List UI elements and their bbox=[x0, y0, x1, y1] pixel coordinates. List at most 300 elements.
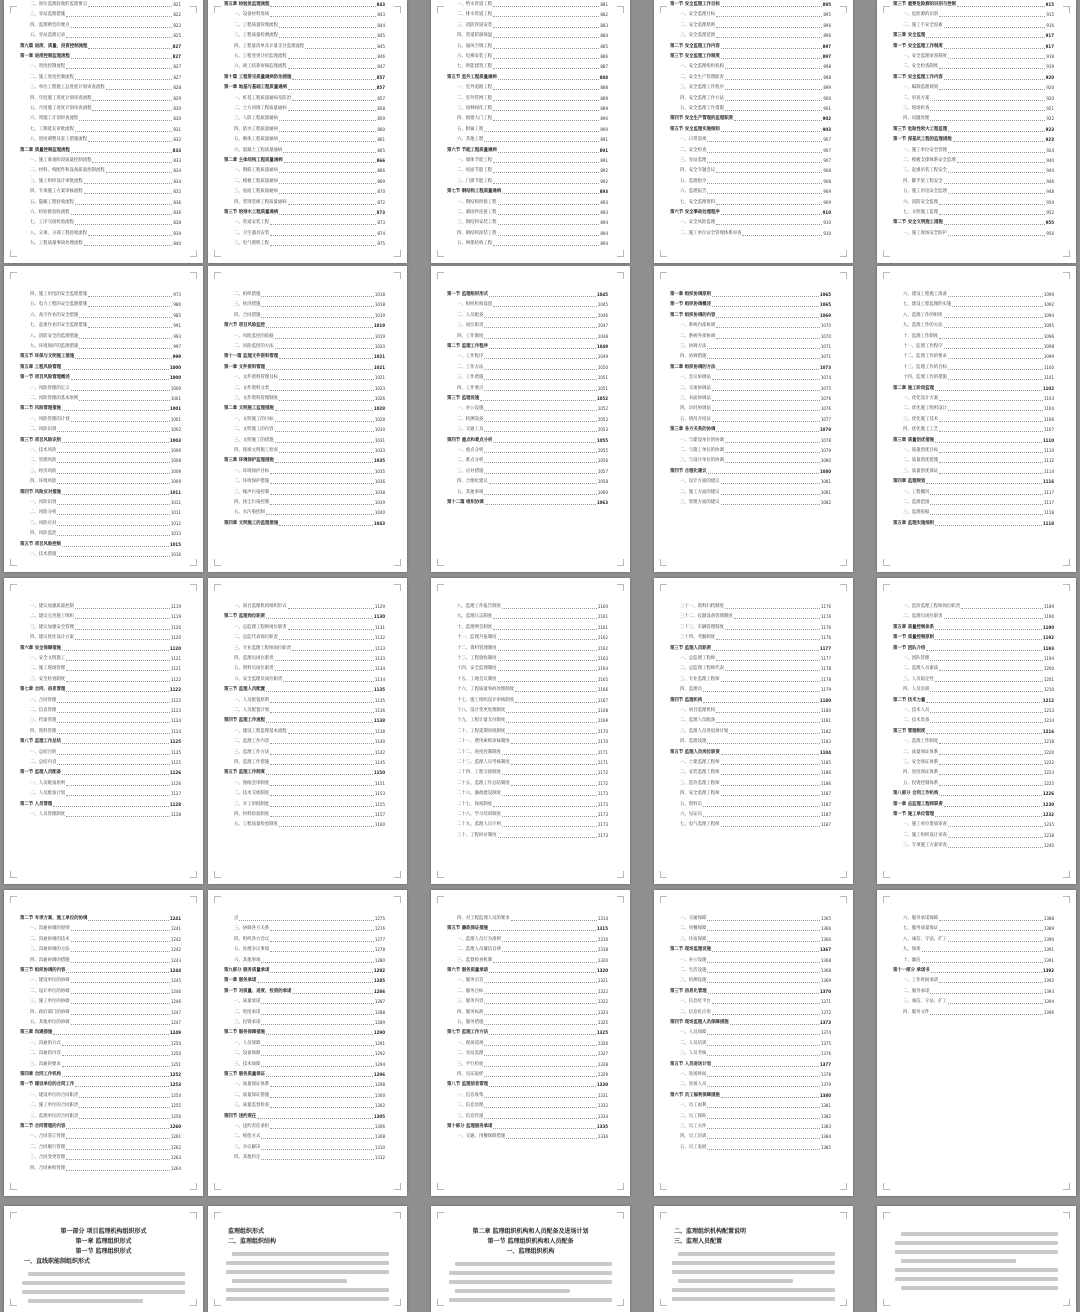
toc-entry-title: 第五节 环保与文明施工措施 bbox=[20, 354, 75, 360]
toc-dot-leader bbox=[270, 1086, 374, 1087]
toc-page-number: 997 bbox=[173, 344, 181, 349]
toc-entry-title: 三、文件资料管理制度 bbox=[234, 396, 278, 401]
toc-dot-leader bbox=[66, 670, 170, 671]
toc-page-number: 1021 bbox=[373, 354, 385, 360]
toc-entry-title: 六、竣工结算审核监理流程 bbox=[234, 64, 287, 70]
toc-page-number: 1288 bbox=[374, 1009, 385, 1015]
toc-page-thumbnail[interactable] bbox=[877, 890, 1076, 1196]
toc-dot-leader bbox=[721, 754, 819, 755]
toc-entry bbox=[234, 1062, 385, 1068]
toc-page-number: 921 bbox=[1046, 106, 1054, 111]
toc-page-number: 999 bbox=[172, 354, 181, 360]
toc-page-thumbnail[interactable] bbox=[877, 0, 1076, 263]
toc-page-number: 1122 bbox=[170, 676, 181, 682]
toc-entry bbox=[903, 158, 1054, 164]
toc-entry-title: 第一节 建设单位的合同工作 bbox=[20, 1082, 75, 1088]
page-corner-mark bbox=[840, 559, 847, 566]
toc-page-number: 1184 bbox=[819, 749, 831, 755]
toc-dot-leader bbox=[79, 1118, 170, 1119]
toc-entry bbox=[903, 666, 1054, 672]
toc-dot-leader bbox=[716, 369, 818, 370]
toc-entry bbox=[224, 85, 385, 91]
toc-dot-leader bbox=[484, 993, 596, 994]
toc-page-number: 835 bbox=[173, 189, 181, 195]
toc-dot-leader bbox=[84, 193, 173, 194]
toc-entry-title: 三、屋面工程质量通病 bbox=[234, 189, 278, 195]
body-page-thumbnail[interactable] bbox=[4, 1206, 203, 1312]
toc-entry bbox=[20, 375, 181, 381]
toc-entry-title: 一、安全风险监理 bbox=[680, 220, 716, 226]
toc-dot-leader bbox=[57, 556, 169, 557]
toc-entry bbox=[457, 200, 608, 206]
toc-page-number: 919 bbox=[1046, 64, 1054, 70]
toc-dot-leader bbox=[716, 204, 822, 205]
toc-page-number: 1128 bbox=[170, 812, 181, 817]
toc-entry bbox=[680, 137, 831, 143]
toc-entry bbox=[234, 23, 385, 29]
toc-entry bbox=[670, 989, 831, 995]
toc-entry bbox=[30, 926, 181, 932]
toc-entry bbox=[30, 427, 181, 433]
body-page-thumbnail[interactable] bbox=[654, 1206, 853, 1312]
toc-entry-title: 第三节 服务质量保证 bbox=[224, 1072, 266, 1077]
toc-page-number: 1170 bbox=[597, 728, 608, 734]
page-corner-mark bbox=[10, 559, 17, 566]
toc-dot-leader bbox=[270, 1107, 374, 1108]
toc-entry-title: 一、质量创优目标 bbox=[903, 448, 939, 453]
toc-entry bbox=[893, 75, 1054, 81]
toc-dot-leader bbox=[703, 806, 820, 807]
toc-page-number: 843 bbox=[376, 2, 385, 7]
toc-entry-title: 一、工作程序 bbox=[457, 354, 484, 360]
toc-page-number: 847 bbox=[377, 64, 385, 70]
body-page-thumbnail[interactable] bbox=[431, 1206, 630, 1312]
toc-dot-leader bbox=[261, 1159, 373, 1160]
toc-entry-title: 三、钢结构安装工程 bbox=[457, 220, 497, 226]
toc-dot-leader bbox=[948, 941, 1043, 942]
toc-page-number: 1056 bbox=[597, 458, 608, 464]
toc-entry-title: 一、人员配置原则 bbox=[234, 697, 270, 703]
toc-entry-title: 三、人员稳定性 bbox=[903, 676, 934, 682]
toc-entry-title: 八、监理工作的组织 bbox=[903, 312, 943, 318]
toc-entry bbox=[234, 1124, 385, 1130]
toc-entry-title: 一、总监理工程师 bbox=[680, 656, 716, 661]
toc-page-number: 1053 bbox=[597, 427, 608, 433]
toc-entry bbox=[447, 75, 608, 81]
toc-page-thumbnail[interactable] bbox=[654, 890, 853, 1196]
toc-dot-leader bbox=[712, 1066, 819, 1067]
toc-page-number: 1190 bbox=[1043, 614, 1054, 620]
toc-entry-title: 三、投资承诺 bbox=[234, 1020, 261, 1025]
toc-dot-leader bbox=[484, 1055, 596, 1056]
toc-page-thumbnail[interactable] bbox=[208, 578, 407, 884]
toc-entry-title: 一、技术措施 bbox=[30, 552, 57, 557]
page-corner-mark bbox=[10, 584, 17, 591]
toc-entry-title: 三、与设计单位的协调 bbox=[680, 458, 724, 464]
toc-entry bbox=[20, 739, 181, 745]
toc-entry-title: 三、岗位职责 bbox=[457, 323, 484, 329]
page-corner-mark bbox=[214, 584, 221, 591]
toc-page-thumbnail[interactable] bbox=[4, 266, 203, 572]
toc-page-number: 1186 bbox=[820, 770, 831, 776]
toc-page-number: 1331 bbox=[597, 1092, 608, 1098]
toc-dot-leader bbox=[66, 972, 168, 973]
toc-dot-leader bbox=[707, 743, 819, 744]
toc-entry-title: 七、建设工程监理的实施 bbox=[903, 302, 952, 308]
toc-entry bbox=[893, 137, 1054, 143]
page-corner-mark bbox=[190, 871, 197, 878]
toc-entry-title: 二十、工程延期审批制度 bbox=[457, 728, 506, 734]
toc-entry bbox=[680, 614, 831, 620]
toc-entry-title: 一、建设工程监理基本流程 bbox=[234, 728, 287, 734]
toc-dot-leader bbox=[939, 89, 1045, 90]
toc-entry bbox=[680, 635, 831, 641]
toc-entry bbox=[680, 687, 831, 693]
toc-dot-leader bbox=[62, 410, 169, 411]
toc-page-number: 1201 bbox=[1043, 676, 1054, 682]
toc-entry bbox=[670, 1062, 831, 1068]
toc-entry bbox=[234, 220, 385, 226]
toc-entry bbox=[234, 490, 385, 496]
toc-page-number: 1026 bbox=[374, 396, 385, 401]
toc-page-number: 1173 bbox=[597, 812, 608, 817]
toc-entry-title: 第六节 项目风险监控 bbox=[224, 323, 266, 329]
toc-page-number: 1028 bbox=[373, 406, 385, 412]
toc-page-number: 1118 bbox=[1043, 510, 1054, 516]
toc-dot-leader bbox=[712, 306, 819, 307]
toc-entry-title: 一、桩基工程质量通病及防治 bbox=[234, 95, 292, 101]
toc-dot-leader bbox=[725, 68, 822, 69]
toc-entry-title: 一、人员保障 bbox=[234, 1040, 261, 1046]
toc-entry bbox=[457, 1093, 608, 1099]
toc-entry bbox=[457, 947, 608, 953]
toc-dot-leader bbox=[57, 535, 169, 536]
toc-entry bbox=[20, 542, 181, 548]
toc-entry-title: 二十五、监理工作总结制度 bbox=[457, 780, 510, 786]
toc-page-number: 1121 bbox=[170, 666, 181, 672]
toc-page-number: 1177 bbox=[820, 656, 831, 661]
toc-entry bbox=[457, 54, 608, 60]
toc-entry bbox=[30, 469, 181, 475]
toc-entry-title: 六、混凝土工程质量通病 bbox=[234, 147, 283, 153]
toc-dot-leader bbox=[721, 826, 820, 827]
toc-page-number: 1280 bbox=[374, 957, 385, 963]
toc-entry-title: 十、监理例会制度 bbox=[457, 624, 493, 630]
toc-entry-title: 五、情况介绍法 bbox=[680, 416, 711, 422]
toc-page-number: 1096 bbox=[1043, 333, 1054, 339]
toc-entry bbox=[670, 469, 831, 475]
toc-entry bbox=[30, 64, 181, 70]
toc-page-thumbnail[interactable] bbox=[654, 266, 853, 572]
toc-page-number: 1222 bbox=[1043, 760, 1054, 765]
toc-entry-title: 一、建设单位的合同职责 bbox=[30, 1092, 79, 1098]
body-page-thumbnail[interactable] bbox=[208, 1206, 407, 1312]
toc-page-thumbnail[interactable] bbox=[654, 578, 853, 884]
toc-entry-title: 二、设备保障 bbox=[234, 1051, 261, 1057]
toc-dot-leader bbox=[707, 183, 822, 184]
toc-dot-leader bbox=[721, 6, 822, 7]
body-text-line bbox=[455, 1262, 612, 1266]
toc-dot-leader bbox=[75, 608, 170, 609]
toc-entry-title: 三、监理单位的合同职责 bbox=[30, 1113, 79, 1119]
toc-dot-leader bbox=[944, 317, 1043, 318]
toc-entry bbox=[224, 978, 385, 984]
toc-entry-title: 三、沟通协调的方法 bbox=[30, 947, 70, 953]
toc-page-number: 1256 bbox=[170, 1113, 181, 1119]
page-corner-mark bbox=[437, 272, 444, 279]
toc-entry bbox=[224, 770, 385, 776]
toc-entry bbox=[20, 1030, 181, 1036]
toc-dot-leader bbox=[707, 152, 822, 153]
toc-entry bbox=[447, 1082, 608, 1088]
toc-entry-title: 二、建议完善施工组织 bbox=[30, 614, 74, 620]
toc-entry-title: 三、协调各方关系 bbox=[234, 926, 270, 932]
toc-entry bbox=[234, 916, 385, 922]
toc-page-number: 923 bbox=[1045, 126, 1054, 132]
toc-entry-title: 二、材料、构配件和设备质量控制流程 bbox=[30, 168, 105, 174]
toc-dot-leader bbox=[92, 100, 172, 101]
toc-page-number: 1278 bbox=[374, 947, 385, 953]
toc-dot-leader bbox=[270, 16, 376, 17]
toc-entry bbox=[457, 33, 608, 39]
toc-dot-leader bbox=[270, 504, 374, 505]
toc-page-number: 1076 bbox=[820, 406, 831, 412]
page-corner-mark bbox=[10, 871, 17, 878]
toc-dot-leader bbox=[270, 483, 374, 484]
toc-page-number: 1011 bbox=[170, 510, 181, 516]
body-heading: 监理组织形式 bbox=[228, 1228, 265, 1235]
toc-dot-leader bbox=[930, 660, 1042, 661]
toc-entry-title: 第七章 合同、信息管理 bbox=[20, 687, 66, 693]
toc-entry-title: 二、人员配备计划 bbox=[30, 791, 66, 797]
toc-page-number: 827 bbox=[173, 74, 181, 80]
toc-entry bbox=[903, 64, 1054, 70]
toc-entry bbox=[234, 646, 385, 652]
toc-dot-leader bbox=[930, 100, 1045, 101]
toc-page-number: 1185 bbox=[820, 760, 831, 765]
toc-page-number: 822 bbox=[173, 12, 181, 18]
toc-page-thumbnail[interactable] bbox=[208, 266, 407, 572]
toc-entry bbox=[903, 500, 1054, 506]
toc-dot-leader bbox=[75, 639, 170, 640]
toc-entry-title: 十、廉洁 bbox=[903, 957, 921, 963]
toc-entry bbox=[30, 1145, 181, 1151]
toc-page-number: 893 bbox=[600, 199, 608, 205]
toc-dot-leader bbox=[935, 681, 1043, 682]
toc-entry-title: 十八、设计变更处理制度 bbox=[457, 708, 506, 713]
toc-entry bbox=[457, 604, 608, 610]
toc-entry-title: 二、监理范围 bbox=[903, 500, 930, 505]
toc-page-number: 1069 bbox=[819, 312, 831, 318]
toc-page-number: 1370 bbox=[819, 988, 831, 994]
toc-entry bbox=[457, 750, 608, 756]
toc-dot-leader bbox=[292, 79, 375, 80]
toc-page-thumbnail[interactable] bbox=[4, 578, 203, 884]
toc-page-thumbnail[interactable] bbox=[877, 266, 1076, 572]
toc-dot-leader bbox=[484, 1097, 596, 1098]
toc-entry bbox=[457, 12, 608, 18]
toc-entry-title: 第十篇 工程常见质量通病防治措施 bbox=[224, 74, 292, 80]
toc-entry bbox=[457, 323, 608, 329]
toc-page-number: 829 bbox=[173, 95, 181, 101]
toc-page-number: 836 bbox=[173, 199, 181, 205]
toc-page-number: 1276 bbox=[374, 926, 385, 932]
toc-entry-title: 三、施工单位的协调 bbox=[30, 999, 70, 1005]
toc-page-number: 1187 bbox=[820, 791, 831, 797]
toc-entry bbox=[234, 148, 385, 154]
page-corner-mark bbox=[190, 896, 197, 903]
toc-page-thumbnail[interactable] bbox=[4, 890, 203, 1196]
toc-page-number: 858 bbox=[377, 106, 385, 111]
toc-entry-title: 一、总结目的 bbox=[30, 749, 57, 755]
toc-dot-leader bbox=[62, 442, 169, 443]
toc-entry bbox=[20, 438, 181, 444]
toc-dot-leader bbox=[734, 618, 820, 619]
toc-entry-title: 二、设计单位的协调 bbox=[30, 988, 70, 994]
toc-entry-title: 一、土建监理工程师 bbox=[680, 760, 720, 765]
toc-page-thumbnail[interactable] bbox=[431, 578, 630, 884]
body-page-thumbnail[interactable] bbox=[877, 1206, 1076, 1312]
toc-entry-title: 第一节 项目风险管理概述 bbox=[20, 375, 70, 381]
toc-entry bbox=[457, 158, 608, 164]
toc-entry bbox=[30, 729, 181, 735]
toc-dot-leader bbox=[493, 16, 599, 17]
toc-dot-leader bbox=[498, 79, 599, 80]
toc-entry bbox=[903, 770, 1054, 776]
toc-dot-leader bbox=[71, 1003, 170, 1004]
toc-entry-title: 三、员工关怀 bbox=[680, 1124, 707, 1129]
toc-dot-leader bbox=[716, 37, 822, 38]
toc-entry bbox=[903, 937, 1054, 943]
toc-page-thumbnail[interactable] bbox=[431, 890, 630, 1196]
toc-page-number: 1166 bbox=[597, 687, 608, 693]
toc-entry-title: 一、人员管理制度 bbox=[30, 812, 66, 817]
toc-entry-title: 二、总监理工程师代表 bbox=[680, 666, 724, 672]
toc-page-number: 823 bbox=[173, 22, 181, 28]
page-corner-mark bbox=[190, 1299, 197, 1306]
toc-entry bbox=[234, 729, 385, 735]
page-corner-mark bbox=[190, 584, 197, 591]
toc-page-thumbnail[interactable] bbox=[431, 266, 630, 572]
toc-entry bbox=[30, 614, 181, 620]
toc-page-number: 1106 bbox=[1043, 416, 1054, 422]
toc-page-number: 1391 bbox=[1043, 957, 1054, 963]
toc-entry bbox=[224, 354, 385, 360]
toc-dot-leader bbox=[288, 89, 376, 90]
toc-page-number: 886 bbox=[600, 54, 608, 59]
toc-entry-title: 四、对工程监理人员的要求 bbox=[457, 916, 510, 921]
toc-entry bbox=[457, 490, 608, 496]
toc-entry-title: 十六、工程质量事故处理制度 bbox=[457, 687, 515, 693]
toc-page-number: 1003 bbox=[169, 437, 181, 443]
toc-page-number: 1138 bbox=[374, 728, 385, 734]
toc-page-number: 1078 bbox=[820, 437, 831, 443]
toc-dot-leader bbox=[270, 941, 374, 942]
toc-page-number: 1226 bbox=[1042, 791, 1054, 797]
toc-dot-leader bbox=[716, 431, 818, 432]
toc-dot-leader bbox=[261, 1055, 373, 1056]
body-heading: 三、监理人员配置 bbox=[674, 1238, 723, 1245]
toc-dot-leader bbox=[270, 743, 374, 744]
toc-page-number: 1011 bbox=[169, 489, 181, 495]
toc-dot-leader bbox=[712, 1003, 820, 1004]
toc-page-number: 1238 bbox=[1043, 832, 1054, 838]
toc-page-number: 1070 bbox=[820, 333, 831, 339]
toc-page-number: 1296 bbox=[373, 1072, 385, 1077]
toc-dot-leader bbox=[712, 410, 820, 411]
toc-entry bbox=[457, 656, 608, 662]
toc-entry-title: 三、工程质量检测流程 bbox=[234, 33, 278, 39]
toc-dot-leader bbox=[707, 1086, 819, 1087]
toc-page-number: 1241 bbox=[169, 916, 181, 921]
body-text-line bbox=[672, 1270, 835, 1274]
toc-entry-title: 一、建设单位的协调 bbox=[30, 978, 70, 984]
toc-page-thumbnail[interactable] bbox=[431, 0, 630, 263]
page-corner-mark bbox=[214, 559, 221, 566]
toc-entry-title: 二、进场人员 bbox=[680, 1082, 707, 1088]
toc-page-number: 1235 bbox=[1043, 822, 1054, 828]
toc-entry-title: 三、合同变更管理 bbox=[30, 1155, 66, 1161]
toc-page-thumbnail[interactable] bbox=[654, 0, 853, 263]
toc-page-thumbnail[interactable] bbox=[877, 578, 1076, 884]
toc-entry-title: 第四节 现场监理人员保障措施 bbox=[670, 1020, 729, 1025]
toc-dot-leader bbox=[506, 733, 597, 734]
toc-dot-leader bbox=[270, 6, 375, 7]
toc-entry bbox=[224, 1030, 385, 1036]
toc-page-number: 1302 bbox=[374, 1103, 385, 1109]
toc-entry bbox=[457, 302, 608, 308]
toc-entry bbox=[20, 490, 181, 496]
toc-page-number: 1289 bbox=[374, 1020, 385, 1025]
toc-dot-leader bbox=[57, 733, 169, 734]
toc-page-number: 1374 bbox=[820, 1030, 831, 1036]
toc-page-number: 1336 bbox=[597, 1134, 608, 1140]
toc-entry-title: 七、智能建筑工程 bbox=[457, 64, 493, 70]
toc-page-number: 1192 bbox=[1042, 635, 1054, 641]
toc-dot-leader bbox=[75, 204, 172, 205]
page-corner-mark bbox=[617, 584, 624, 591]
toc-dot-leader bbox=[515, 702, 597, 703]
toc-page-number: 955 bbox=[1045, 220, 1054, 226]
toc-entry bbox=[234, 127, 385, 133]
toc-dot-leader bbox=[283, 681, 374, 682]
toc-entry-title: 一、优化设计方案 bbox=[903, 396, 939, 401]
toc-page-thumbnail[interactable] bbox=[208, 890, 407, 1196]
toc-entry bbox=[457, 210, 608, 216]
toc-entry-title: 第一节 安全监理工作目标 bbox=[670, 2, 720, 7]
toc-page-number: 1125 bbox=[169, 739, 181, 745]
toc-entry-title: 二、卫生器具安装 bbox=[234, 230, 270, 236]
toc-dot-leader bbox=[931, 972, 1042, 973]
toc-page-thumbnail[interactable] bbox=[4, 0, 203, 263]
toc-dot-leader bbox=[506, 1138, 597, 1139]
toc-page-number: 843 bbox=[377, 12, 385, 18]
toc-entry-title: 八、诚信、守法、扩工 bbox=[903, 936, 947, 942]
toc-page-number: 903 bbox=[822, 126, 831, 132]
toc-entry bbox=[680, 12, 831, 18]
toc-page-number: 1372 bbox=[820, 1009, 831, 1015]
toc-entry bbox=[30, 179, 181, 185]
page-corner-mark bbox=[1063, 250, 1070, 257]
toc-entry-title: 二、安全检查 bbox=[680, 147, 707, 153]
toc-entry-title: 三、信息传递 bbox=[457, 1113, 484, 1119]
toc-page-number: 1101 bbox=[1043, 375, 1054, 381]
toc-dot-leader bbox=[62, 369, 169, 370]
toc-page-thumbnail[interactable] bbox=[208, 0, 407, 263]
toc-entry bbox=[234, 375, 385, 381]
toc-entry-title: 二、工作方法 bbox=[457, 364, 484, 370]
toc-dot-leader bbox=[88, 141, 172, 142]
